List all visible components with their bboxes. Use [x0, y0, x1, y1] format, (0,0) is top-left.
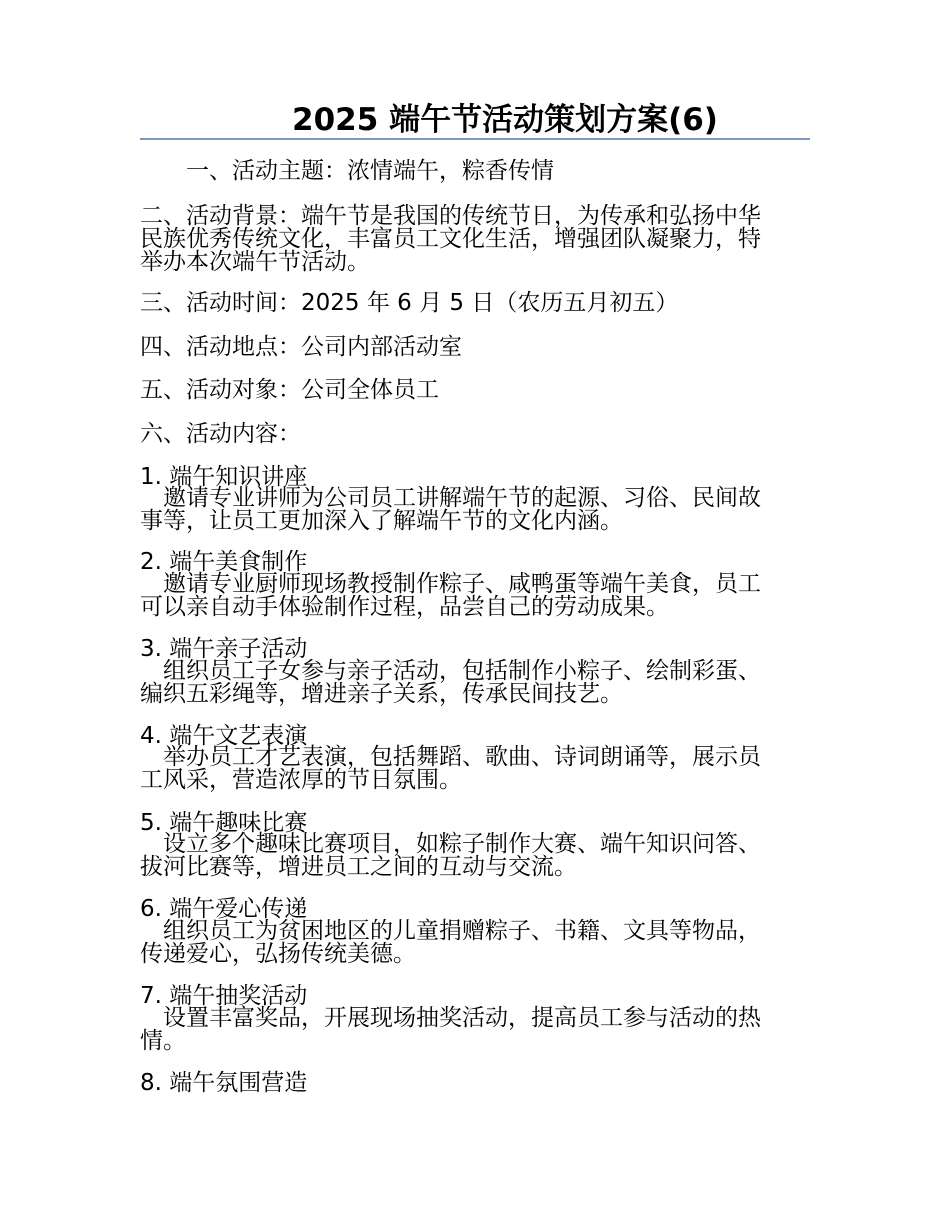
content-heading-text: 六、活动内容：: [140, 421, 301, 447]
time-text: 三、活动时间：2025 年 6 月 5 日（农历五月初五）: [140, 290, 679, 316]
item-desc-3-line-2: 编织五彩绳等，增进亲子关系，传承民间技艺。: [140, 681, 623, 707]
item-desc-6-line-1: 组织员工为贫困地区的儿童捐赠粽子、书籍、文具等物品，: [163, 918, 761, 944]
item-desc-6-line-2: 传递爱心，弘扬传统美德。: [140, 941, 416, 967]
item-desc-1-line-2: 事等，让员工更加深入了解端午节的文化内涵。: [140, 508, 623, 534]
item-desc-3: [140, 660, 810, 706]
item-heading-5: 5. 端午趣味比赛: [140, 810, 308, 836]
item-desc-1-line-1: 邀请专业讲师为公司员工讲解端午节的起源、习俗、民间故: [163, 485, 761, 511]
item-desc-7-line-1: 设置丰富奖品，开展现场抽奖活动，提高员工参与活动的热: [163, 1005, 761, 1031]
background-line-2: 民族优秀传统文化，丰富员工文化生活，增强团队凝聚力，特: [140, 226, 761, 252]
audience-text: 五、活动对象：公司全体员工: [140, 377, 439, 403]
item-desc-2: [140, 573, 810, 619]
item-desc-5-line-2: 拔河比赛等，增进员工之间的互动与交流。: [140, 854, 577, 880]
theme-text: 一、活动主题：浓情端午，粽香传情: [186, 158, 554, 184]
background-line-1: 二、活动背景：端午节是我国的传统节日，为传承和弘扬中华: [140, 203, 761, 229]
audience-paragraph: [140, 379, 810, 402]
item-heading-6: 6. 端午爱心传递: [140, 896, 308, 922]
item-heading-8: 8. 端午氛围营造: [140, 1070, 308, 1096]
item-desc-4: [140, 746, 810, 792]
title-underline: [140, 138, 810, 140]
location-paragraph: [140, 336, 810, 359]
location-text: 四、活动地点：公司内部活动室: [140, 334, 462, 360]
item-desc-5: [140, 833, 810, 879]
item-desc-4-line-1: 举办员工才艺表演，包括舞蹈、歌曲、诗词朗诵等，展示员: [163, 744, 761, 770]
document-title: 2025 端午节活动策划方案(6): [292, 102, 718, 138]
item-heading-3: 3. 端午亲子活动: [140, 636, 308, 662]
item-desc-6: [140, 920, 810, 966]
item-desc-2-line-1: 邀请专业厨师现场教授制作粽子、咸鸭蛋等端午美食，员工: [163, 571, 761, 597]
item-desc-7-line-2: 情。: [140, 1028, 186, 1054]
item-desc-7: [140, 1007, 810, 1053]
background-line-3: 举办本次端午节活动。: [140, 249, 370, 275]
item-desc-2-line-2: 可以亲自动手体验制作过程，品尝自己的劳动成果。: [140, 594, 669, 620]
item-heading-1: 1. 端午知识讲座: [140, 464, 308, 490]
item-heading-4: 4. 端午文艺表演: [140, 723, 308, 749]
content-heading: [140, 423, 810, 446]
time-paragraph: [140, 292, 810, 315]
item-desc-5-line-1: 设立多个趣味比赛项目，如粽子制作大赛、端午知识问答、: [163, 831, 761, 857]
item-desc-4-line-2: 工风采，营造浓厚的节日氛围。: [140, 767, 462, 793]
theme-paragraph: [140, 160, 810, 183]
background-paragraph: [140, 205, 810, 274]
item-heading-2: 2. 端午美食制作: [140, 549, 308, 575]
item-desc-3-line-1: 组织员工子女参与亲子活动，包括制作小粽子、绘制彩蛋、: [163, 658, 761, 684]
item-desc-1: [140, 487, 810, 533]
item-heading-7: 7. 端午抽奖活动: [140, 983, 308, 1009]
